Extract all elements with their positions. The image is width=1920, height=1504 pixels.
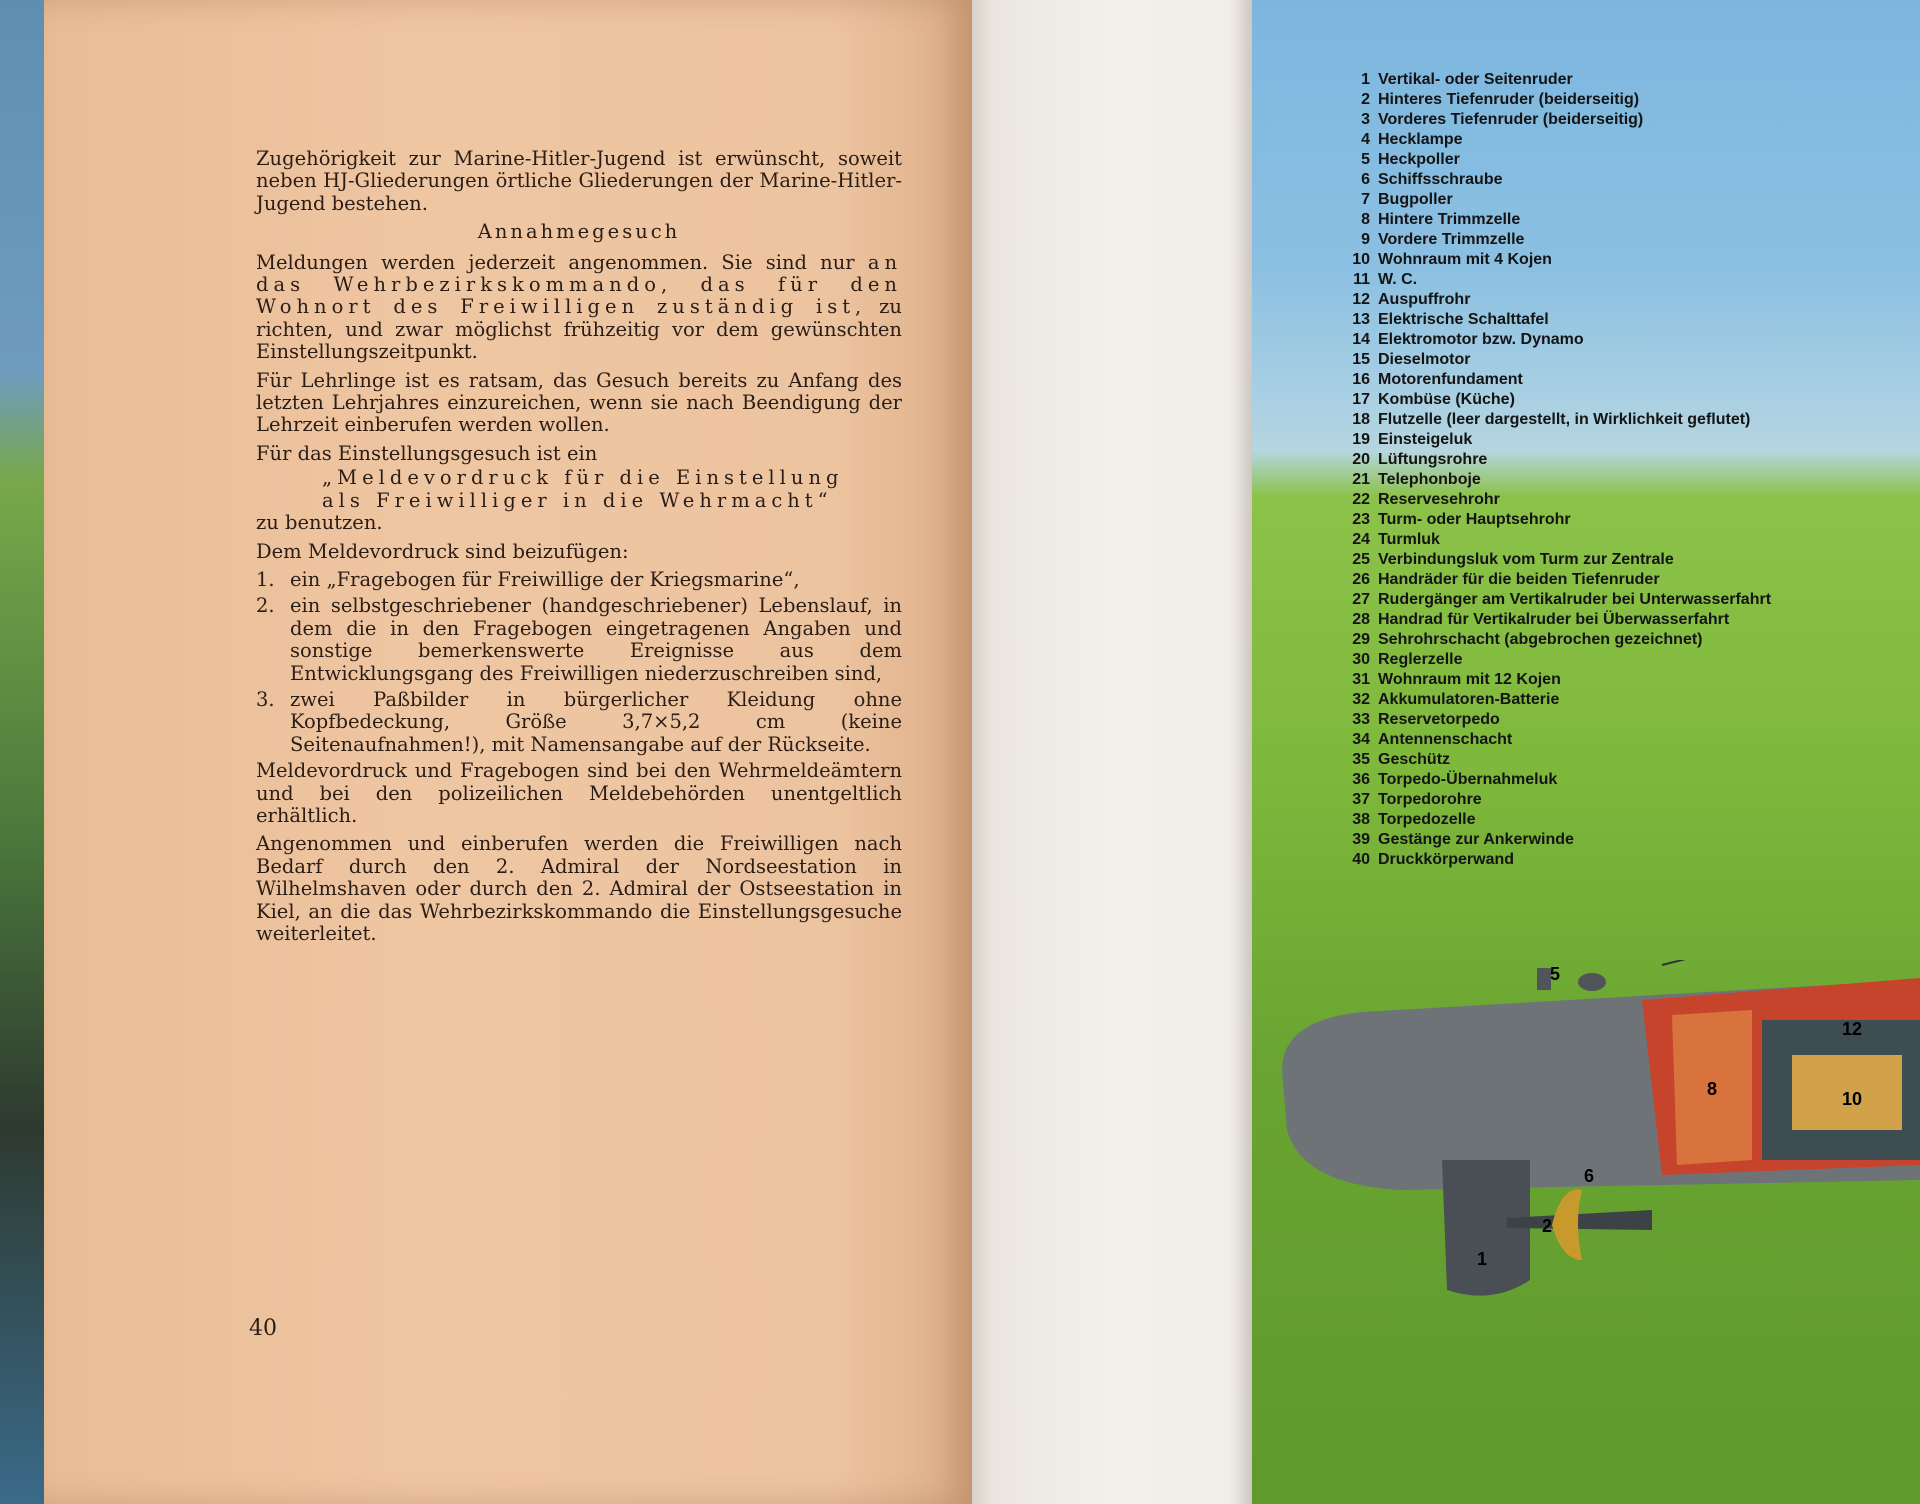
marker-10: 10 (1842, 1089, 1863, 1109)
legend-number: 34 (1352, 731, 1370, 748)
legend-label: Schiffsschraube (1378, 171, 1503, 188)
legend-entry (1330, 370, 1771, 390)
legend-label: Vertikal- oder Seitenruder (1378, 71, 1573, 88)
legend-label: Torpedorohre (1378, 791, 1482, 808)
legend-entry (1330, 110, 1771, 130)
legend-label: Bugpoller (1378, 191, 1453, 208)
legend-entry (1330, 670, 1771, 690)
legend-label: Elektrische Schalttafel (1378, 311, 1549, 328)
legend-number: 18 (1352, 411, 1370, 428)
legend-label: Vordere Trimmzelle (1378, 231, 1525, 248)
legend-number: 31 (1352, 671, 1370, 688)
legend-number: 20 (1352, 451, 1370, 468)
legend-label: Druckkörperwand (1378, 851, 1515, 868)
legend-entry (1330, 470, 1771, 490)
legend-number: 19 (1352, 431, 1370, 448)
legend-entry (1330, 350, 1771, 370)
stern-bollard (1537, 968, 1551, 990)
legend-entry (1330, 530, 1771, 550)
legend-number: 4 (1361, 131, 1370, 148)
legend-label: Sehrohrschacht (abgebrochen gezeichnet) (1378, 631, 1703, 648)
list-item (256, 569, 902, 591)
legend-label: Motorenfundament (1378, 371, 1523, 388)
legend-number: 11 (1353, 271, 1370, 288)
paragraph-applications-part2: an das Wehrbezirkskommando, das für den Wohnort des Freiwilligen zuständig ist, (256, 250, 902, 319)
legend-number: 36 (1352, 771, 1370, 788)
legend-number: 15 (1352, 351, 1370, 368)
legend-label: W. C. (1378, 271, 1418, 288)
legend-entry (1330, 550, 1771, 570)
list-item-text: ein „Fragebogen für Freiwillige der Kriegsmarine“, (290, 567, 800, 591)
legend-entry (1330, 510, 1771, 530)
legend-number: 6 (1361, 171, 1370, 188)
legend-entry (1330, 410, 1771, 430)
legend-entry (1330, 430, 1771, 450)
legend-number: 2 (1361, 91, 1370, 108)
marker-5: 5 (1550, 964, 1561, 984)
legend-entry (1330, 70, 1771, 90)
legend-entry (1330, 90, 1771, 110)
legend-label: Geschütz (1378, 751, 1451, 768)
page-number: 40 (249, 1316, 277, 1341)
legend-entry (1330, 730, 1771, 750)
legend-entry (1330, 650, 1771, 670)
list-item (256, 689, 902, 756)
legend-entry (1330, 570, 1771, 590)
legend-number: 3 (1361, 111, 1370, 128)
legend-entry (1330, 210, 1771, 230)
legend-number: 8 (1361, 211, 1370, 228)
legend-number: 33 (1352, 711, 1370, 728)
legend-number: 38 (1352, 811, 1370, 828)
list-item-number: 2. (256, 594, 275, 618)
list-item-text: zwei Paßbilder in bürgerlicher Kleidung ohne Kopfbedeckung, Größe 3,7×5,2 cm (keine Seitenaufnahmen!), mit Namensangabe auf der Rückseite. (290, 687, 902, 756)
legend-label: Reservesehrohr (1378, 491, 1500, 508)
paragraph-apprentices: Für Lehrlinge ist es ratsam, das Gesuch bereits zu Anfang des letzten Lehrjahres einzureichen, wenn sie nach Beendigung der Lehrzeit einberufen werden wollen. (256, 368, 902, 437)
legend-label: Lüftungsrohre (1378, 451, 1488, 468)
legend-label: Hecklampe (1378, 131, 1463, 148)
legend-number: 39 (1352, 831, 1370, 848)
section-heading: Annahmegesuch (477, 220, 681, 244)
paragraph-attachments: Dem Meldevordruck sind beizufügen: (256, 539, 629, 563)
legend-number: 28 (1352, 611, 1370, 628)
paragraph-applications (256, 252, 902, 364)
left-page (44, 0, 972, 1504)
paragraph-applications-part3: zu richten, und zwar möglichst frühzeitig vor dem gewünschten Einstellungszeitpunkt. (256, 295, 902, 364)
marker-1: 1 (1477, 1249, 1488, 1269)
propeller (1552, 1189, 1582, 1260)
legend-entry (1330, 690, 1771, 710)
paragraph-availability: Meldevordruck und Fragebogen sind bei den Wehrmeldeämtern und bei den polizeilichen Meldebehörden unentgeltlich erhältlich. (256, 759, 902, 827)
legend-entry (1330, 270, 1771, 290)
legend-number: 13 (1352, 311, 1370, 328)
legend-number: 1 (1361, 71, 1370, 88)
legend-number: 9 (1361, 231, 1370, 248)
legend-label: Auspuffrohr (1378, 291, 1471, 308)
legend-label: Reservetorpedo (1378, 711, 1500, 728)
legend-entry (1330, 610, 1771, 630)
paragraph-form-use: zu benutzen. (256, 511, 383, 535)
legend-label: Dieselmotor (1378, 351, 1471, 368)
legend-entry (1330, 390, 1771, 410)
body-text (256, 148, 902, 951)
legend-label: Reglerzelle (1378, 651, 1463, 668)
legend-label: Handräder für die beiden Tiefenruder (1378, 571, 1660, 588)
legend-entry (1330, 290, 1771, 310)
legend-entry (1330, 830, 1771, 850)
legend-number: 7 (1361, 191, 1370, 208)
legend-label: Flutzelle (leer dargestellt, in Wirklichkeit geflutet) (1378, 411, 1751, 428)
legend-label: Telephonboje (1378, 471, 1481, 488)
legend-label: Handrad für Vertikalruder bei Überwasserfahrt (1378, 611, 1730, 628)
legend-label: Akkumulatoren-Batterie (1378, 691, 1560, 708)
legend-number: 24 (1352, 531, 1370, 548)
book-gutter (972, 0, 1252, 1504)
legend-entry (1330, 310, 1771, 330)
legend-label: Wohnraum mit 12 Kojen (1378, 671, 1561, 688)
legend-label: Torpedozelle (1378, 811, 1476, 828)
form-title-line1: „Meldevordruck für die Einstellung (322, 466, 844, 490)
paragraph-form-intro: Für das Einstellungsgesuch ist ein (256, 441, 598, 465)
legend-entry (1330, 850, 1771, 870)
legend-label: Heckpoller (1378, 151, 1460, 168)
legend-label: Turm- oder Hauptsehrohr (1378, 511, 1571, 528)
legend-label: Rudergänger am Vertikalruder bei Unterwasserfahrt (1378, 591, 1772, 608)
legend-number: 10 (1352, 251, 1370, 268)
legend-label: Torpedo-Übernahmeluk (1378, 771, 1558, 788)
paragraph-acceptance: Angenommen und einberufen werden die Freiwilligen nach Bedarf durch den 2. Admiral der Nordseestation in Wilhelmshaven oder durch den 2. Admiral der Ostseestation in Kiel, an die das Wehrbezirkskommando die Einstellungsgesuche weiterleitet. (256, 832, 902, 945)
paragraph-applications-part1: Meldungen werden jederzeit angenommen. Sie sind nur (256, 250, 855, 274)
legend-label: Hintere Trimmzelle (1378, 211, 1521, 228)
legend-number: 12 (1352, 291, 1370, 308)
legend-label: Wohnraum mit 4 Kojen (1378, 251, 1552, 268)
antenna-wire (1662, 960, 1920, 965)
legend-number: 27 (1352, 591, 1370, 608)
list-item-text: ein selbstgeschriebener (handgeschriebener) Lebenslauf, in dem die in den Fragebogen eingetragenen Angaben und sonstige bemerkenswerte Ereignisse aus dem Entwicklungsgang des Freiwilligen niederzuschreiben sind, (290, 594, 902, 685)
marker-2: 2 (1542, 1216, 1553, 1236)
legend-label: Antennenschacht (1378, 731, 1513, 748)
legend-entry (1330, 190, 1771, 210)
legend-entry (1330, 790, 1771, 810)
marker-8: 8 (1707, 1079, 1718, 1099)
legend-number: 23 (1352, 511, 1370, 528)
marker-6: 6 (1584, 1166, 1595, 1186)
legend-label: Hinteres Tiefenruder (beiderseitig) (1378, 91, 1640, 108)
legend-entry (1330, 150, 1771, 170)
legend-number: 21 (1352, 471, 1370, 488)
adjacent-page-edge (0, 0, 44, 1504)
attachments-list (256, 569, 902, 756)
legend-entry (1330, 810, 1771, 830)
legend-label: Gestänge zur Ankerwinde (1378, 831, 1574, 848)
legend-label: Elektromotor bzw. Dynamo (1378, 331, 1584, 348)
legend-label: Turmluk (1378, 531, 1440, 548)
legend-number: 40 (1352, 851, 1370, 868)
legend-entry (1330, 450, 1771, 470)
submarine-cutaway-illustration (1282, 960, 1920, 1504)
marker-12: 12 (1842, 1019, 1863, 1039)
legend-number: 22 (1352, 491, 1370, 508)
legend-label: Verbindungsluk vom Turm zur Zentrale (1378, 551, 1674, 568)
list-item (256, 595, 902, 685)
legend-entry (1330, 330, 1771, 350)
list-item-number: 1. (256, 567, 275, 591)
legend-number: 30 (1352, 651, 1370, 668)
legend-entry (1330, 230, 1771, 250)
legend-number: 26 (1352, 571, 1370, 588)
legend-number: 17 (1352, 391, 1370, 408)
legend-number: 32 (1352, 691, 1370, 708)
legend-number: 29 (1352, 631, 1370, 648)
legend-entry (1330, 750, 1771, 770)
legend-entry (1330, 490, 1771, 510)
legend-entry (1330, 130, 1771, 150)
legend-number: 5 (1361, 151, 1370, 168)
legend-entry (1330, 710, 1771, 730)
legend-entry (1330, 170, 1771, 190)
legend-number: 25 (1352, 551, 1370, 568)
legend-number: 14 (1352, 331, 1370, 348)
submarine-legend (1330, 70, 1771, 870)
list-item-number: 3. (256, 687, 275, 711)
stern-lamp (1578, 973, 1606, 991)
form-title-line2: als Freiwilliger in die Wehrmacht“ (322, 488, 833, 512)
legend-entry (1330, 590, 1771, 610)
legend-entry (1330, 770, 1771, 790)
legend-label: Vorderes Tiefenruder (beiderseitig) (1378, 111, 1644, 128)
paragraph-membership: Zugehörigkeit zur Marine-Hitler-Jugend ist erwünscht, soweit neben HJ-Gliederungen örtliche Gliederungen der Marine-Hitler-Jugend bestehen. (256, 147, 902, 215)
legend-number: 16 (1352, 371, 1370, 388)
legend-label: Einsteigeluk (1378, 431, 1473, 448)
legend-number: 35 (1352, 751, 1370, 768)
legend-number: 37 (1352, 791, 1370, 808)
legend-entry (1330, 630, 1771, 650)
legend-entry (1330, 250, 1771, 270)
legend-label: Kombüse (Küche) (1378, 391, 1515, 408)
